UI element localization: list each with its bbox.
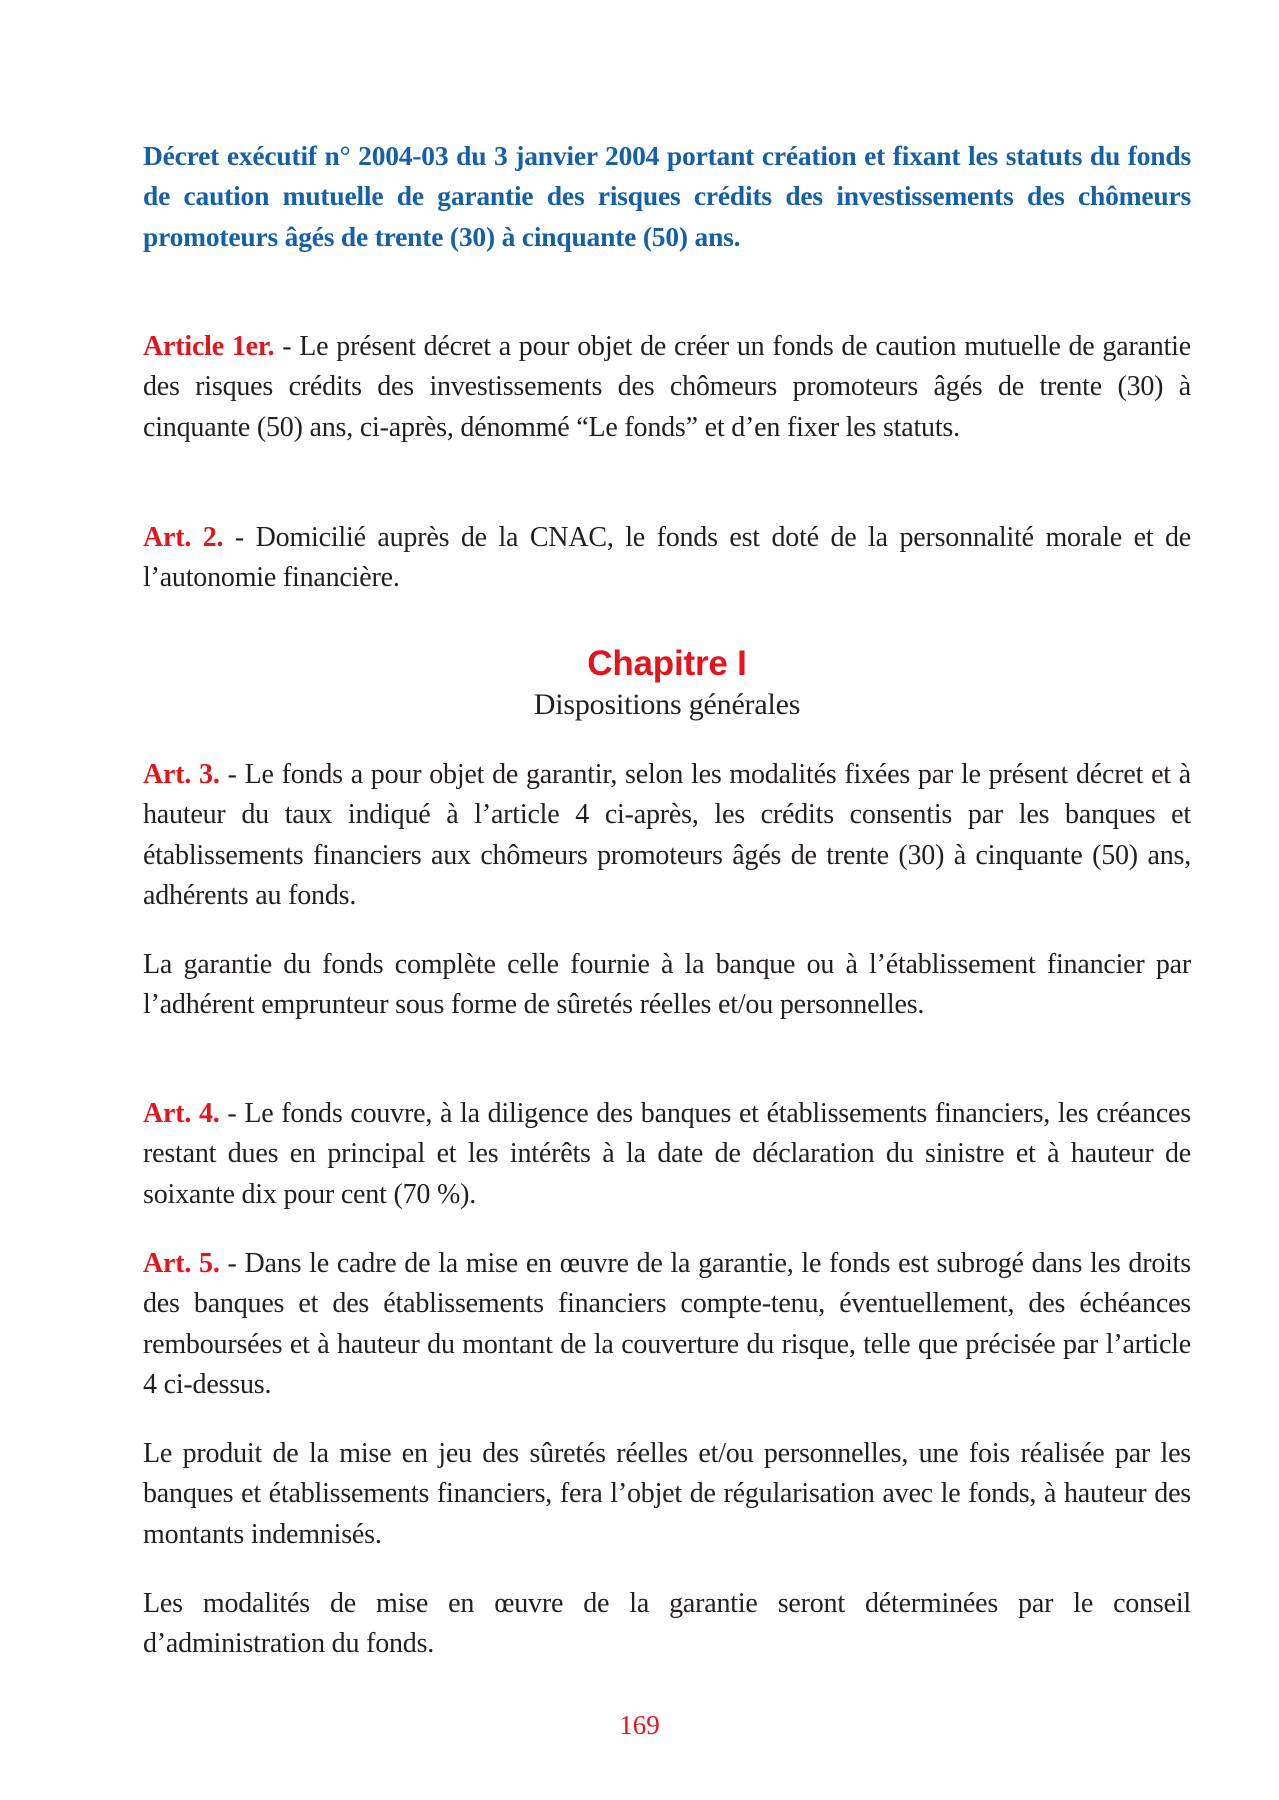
article-2 <box>143 518 1191 599</box>
article-text: - Dans le cadre de la mise en œuvre de la garantie, le fonds est subrogé dans les droits des banques et des établissements financiers compte-tenu, éventuellement, des échéances remboursées et à hauteur du montant de la couverture du risque, telle que précisée par l’article 4 ci-dessus. <box>143 1248 1191 1400</box>
article-text: - Le fonds a pour objet de garantir, selon les modalités fixées par le présent décret et à hauteur du taux indiqué à l’article 4 ci-après, les crédits consentis par les banques et établissements financiers aux chômeurs promoteurs âgés de trente (30) à cinquante (50) ans, adhérents au fonds. <box>143 759 1191 911</box>
article-1 <box>143 327 1191 448</box>
article-label: Art. 4. <box>143 1098 220 1129</box>
paragraph: Le produit de la mise en jeu des sûretés réelles et/ou personnelles, une fois réalisée par les banques et établissements financiers, fera l’objet de régularisation avec le fonds, à hauteur des montants indemnisés. <box>143 1438 1191 1550</box>
article-label: Art. 3. <box>143 759 220 790</box>
article-5 <box>143 1244 1191 1405</box>
paragraph: La garantie du fonds complète celle fournie à la banque ou à l’établissement financier par l’adhérent emprunteur sous forme de sûretés réelles et/ou personnelles. <box>143 949 1191 1021</box>
article-text: - Le fonds couvre, à la diligence des banques et établissements financiers, les créances restant dues en principal et les intérêts à la date de déclaration du sinistre et à hauteur de soixante dix pour cent (70 %). <box>143 1098 1191 1210</box>
article-text: - Le présent décret a pour objet de créer un fonds de caution mutuelle de garantie des risques crédits des investissements des chômeurs promoteurs âgés de trente (30) à cinquante (50) ans, ci-après, dénommé “Le fonds” et d’en fixer les statuts. <box>143 331 1191 443</box>
article-4 <box>143 1094 1191 1215</box>
article-label: Article 1er. <box>143 331 275 362</box>
article-label: Art. 2. <box>143 522 224 553</box>
chapter-title: Chapitre I <box>587 644 747 683</box>
article-label: Art. 5. <box>143 1248 220 1279</box>
chapter-subtitle: Dispositions générales <box>533 688 801 721</box>
page-number: 169 <box>619 1710 660 1740</box>
article-text: - Domicilié auprès de la CNAC, le fonds est doté de la personnalité morale et de l’autonomie financière. <box>143 522 1191 594</box>
decree-title: Décret exécutif n° 2004-03 du 3 janvier 2004 portant création et fixant les statuts du fonds de caution mutuelle de garantie des risques crédits des investissements des chômeurs promoteurs âgés de trente (30) à cinquante (50) ans. <box>143 140 1191 252</box>
paragraph: Les modalités de mise en œuvre de la garantie seront déterminées par le conseil d’administration du fonds. <box>143 1588 1191 1660</box>
article-3 <box>143 755 1191 916</box>
